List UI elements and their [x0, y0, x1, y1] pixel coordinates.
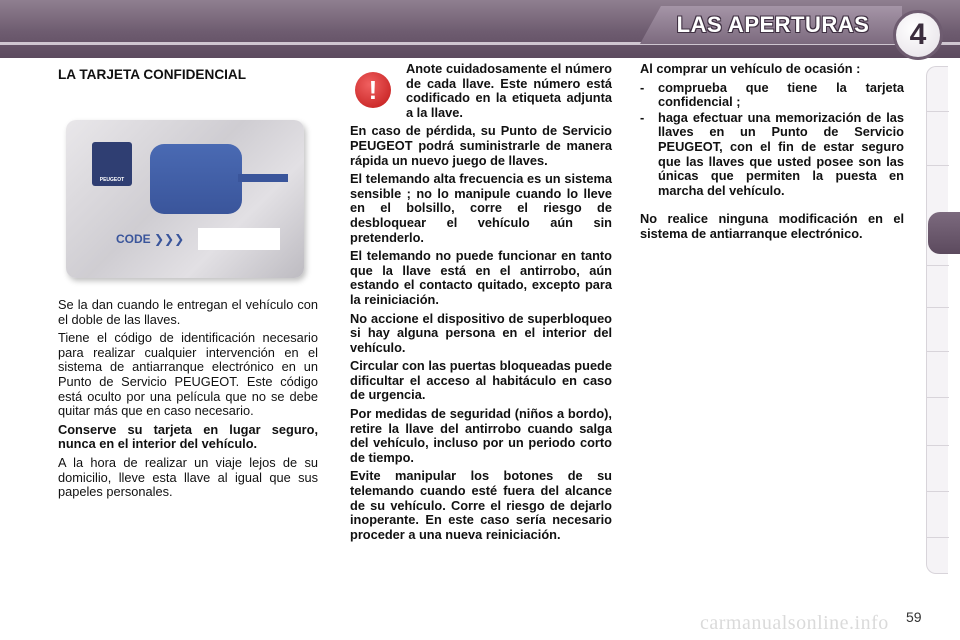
exclamation-icon: !: [355, 72, 391, 108]
paragraph: El telemando alta frecuencia es un sistema sensible ; no lo manipule cuando lo lleve en el bolsillo, corre el riesgo de desbloquear el vehículo aún sin pretenderlo.: [350, 171, 612, 245]
side-tab-divider: [927, 445, 949, 446]
paragraph: Evite manipular los botones de su telemando cuando esté fuera del alcance de su vehículo. Corre el riesgo de dejarlo inoperante. En este caso sería necesario proceder a una nueva reiniciación.: [350, 468, 612, 542]
page-number: 59: [906, 609, 922, 625]
chapter-number-badge: 4: [893, 10, 943, 60]
confidential-card-illustration: [66, 120, 304, 278]
side-tab-active-chapter: [928, 212, 960, 254]
paragraph: Circular con las puertas bloqueadas puede dificultar el acceso al habitáculo en caso de urgencia.: [350, 358, 612, 403]
paragraph: El telemando no puede funcionar en tanto que la llave está en el antirrobo, aún estando el contacto quitado, excepto para la reiniciación.: [350, 248, 612, 307]
key-fob-icon: [150, 144, 242, 214]
side-tab-divider: [927, 537, 949, 538]
card-code-field: [198, 228, 280, 250]
paragraph: Se la dan cuando le entregan el vehículo con el doble de las llaves.: [58, 297, 318, 327]
peugeot-logo-icon: [92, 142, 132, 186]
list-item: [640, 111, 904, 199]
side-tab-divider: [927, 491, 949, 492]
intro-text: Al comprar un vehículo de ocasión :: [640, 61, 861, 76]
column-left: [58, 62, 318, 83]
column-right: [640, 62, 904, 246]
chapter-title: LAS APERTURAS: [676, 12, 870, 37]
list-item: [640, 81, 904, 110]
paragraph: Tiene el código de identificación necesario para realizar cualquier intervención en el sistema de antiarranque electrónico en un Punto de Servicio PEUGEOT. Este código está oculto por una película que no se debe quitar más que en caso necesario.: [58, 330, 318, 419]
watermark: carmanualsonline.info: [700, 612, 889, 634]
chapter-side-tabs: [926, 66, 948, 574]
list-dash: -: [640, 109, 645, 125]
closing-text: No realice ninguna modificación en el sistema de antiarranque electrónico.: [640, 211, 904, 241]
section-title: LA TARJETA CONFIDENCIAL: [58, 67, 247, 82]
card-code-label: CODE ❯❯❯: [116, 232, 185, 246]
card-brand-text: PEUGEOT: [99, 177, 125, 183]
list-dash: -: [640, 79, 645, 95]
column-middle: [350, 62, 612, 546]
key-blade-icon: [238, 174, 288, 182]
side-tab-divider: [927, 165, 949, 166]
column-left-text: [58, 298, 318, 504]
paragraph: No accione el dispositivo de superbloqueo si hay alguna persona en el interior del vehículo.: [350, 310, 612, 355]
side-tab-divider: [927, 307, 949, 308]
list-item-text: haga efectuar una memorización de las llaves en un Punto de Servicio PEUGEOT, con el fin de estar seguro que las llaves que usted posee son las únicas que permiten la puesta en marcha del vehículo.: [658, 109, 904, 198]
paragraph: En caso de pérdida, su Punto de Servicio PEUGEOT podrá suministrarle de manera rápida un nuevo juego de llaves.: [350, 123, 612, 168]
side-tab-divider: [927, 351, 949, 352]
side-tab-divider: [927, 397, 949, 398]
side-tab-divider: [927, 265, 949, 266]
list-item-text: comprueba que tiene la tarjeta confidencial ;: [658, 79, 904, 110]
warning-note: Anote cuidadosamente el número de cada llave. Este número está codificado en la etiqueta adjunta a la llave.: [406, 61, 612, 120]
paragraph: Por medidas de seguridad (niños a bordo), retire la llave del antirrobo cuando salga del vehículo, incluso por un periodo corto de tiempo.: [350, 406, 612, 465]
paragraph: A la hora de realizar un viaje lejos de su domicilio, lleve esta llave al igual que sus papeles personales.: [58, 454, 318, 500]
side-tab-divider: [927, 111, 949, 112]
paragraph-emphasis: Conserve su tarjeta en lugar seguro, nunca en el interior del vehículo.: [58, 421, 318, 452]
